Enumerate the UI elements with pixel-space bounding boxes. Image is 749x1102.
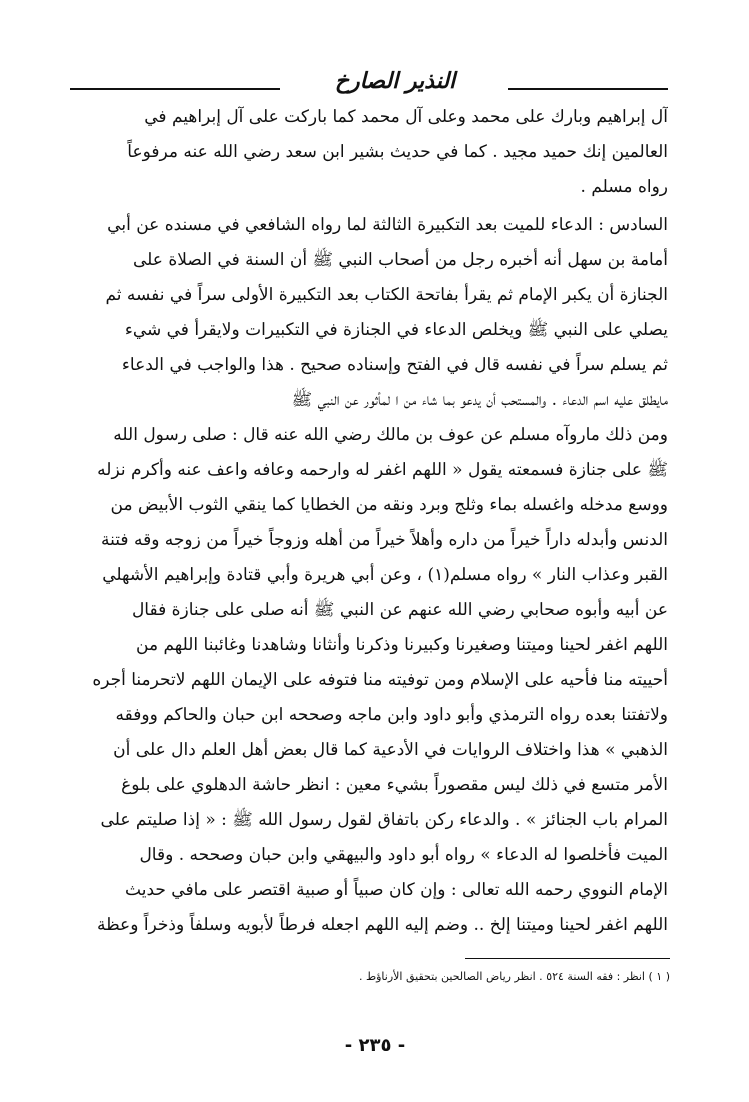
text-line: الذهبي » هذا واختلاف الروايات في الأدعية كما قال بعض أهل العلم دال على أن xyxy=(113,740,668,760)
text-line: ووسع مدخله واغسله بماء وثلج وبرد ونقه من الخطايا كما ينقي الثوب الأبيض من xyxy=(110,495,668,515)
page-number: - ٢٣٥ - xyxy=(344,1035,406,1056)
text-line: الجنازة أن يكبر الإمام ثم يقرأ بفاتحة الكتاب بعد التكبيرة الأولى سراً في نفسه ثم xyxy=(105,285,668,305)
footnote: ( ١ ) انظر : فقه السنة ٥٢٤ . انظر رياض الصالحين بتحقيق الأرناؤط . xyxy=(358,970,670,983)
text-line: ومن ذلك ماروآه مسلم عن عوف بن مالك رضي الله عنه قال : صلى رسول الله xyxy=(113,425,668,445)
text-line: الميت فأخلصوا له الدعاء » رواه أبو داود والبيهقي وابن حبان وصححه . وقال xyxy=(139,845,668,865)
text-line: يصلي على النبي ﷺ ويخلص الدعاء في الجنازة في التكبيرات ولايقرأ في شيء xyxy=(124,320,668,340)
text-line: الإمام النووي رحمه الله تعالى : وإن كان صبياً أو صبية اقتصر على مافي حديث xyxy=(125,880,668,900)
running-header xyxy=(70,66,668,96)
text-line: عن أبيه وأبوه صحابي رضي الله عنهم عن النبي ﷺ أنه صلى على جنازة فقال xyxy=(131,600,668,620)
text-line: أمامة بن سهل أنه أخبره رجل من أصحاب النبي ﷺ أن السنة في الصلاة على xyxy=(132,250,668,270)
header-rule-right xyxy=(508,88,668,90)
footnote-rule xyxy=(465,958,670,959)
text-line: أحييته منا فأحيه على الإسلام ومن توفيته منا فتوفه على الإيمان اللهم لاتحرمنا أجره xyxy=(92,670,668,690)
text-line: آل إبراهيم وبارك على محمد وعلى آل محمد كما باركت على آل إبراهيم في xyxy=(144,107,668,127)
text-line: ﷺ على جنازة فسمعته يقول « اللهم اغفر له وارحمه وعافه واعف عنه وأكرم نزله xyxy=(97,460,668,480)
text-line: مايطلق عليه اسم الدعاء . والمستحب أن يدعو بما شاء من ا لمأثور عن النبي ﷺ xyxy=(291,390,668,410)
book-title: النذير الصارخ xyxy=(334,68,456,94)
text-line: الأمر متسع في ذلك ليس مقصوراً بشيء معين : انظر حاشة الدهلوي على بلوغ xyxy=(121,775,668,795)
text-line: رواه مسلم . xyxy=(580,177,668,197)
text-line: القبر وعذاب النار » رواه مسلم(١) ، وعن أبي هريرة وأبي قتادة وإبراهيم الأشهلي xyxy=(102,565,668,585)
text-line: العالمين إنك حميد مجيد . كما في حديث بشير ابن سعد رضي الله عنه مرفوعاً xyxy=(127,142,668,162)
header-rule-left xyxy=(70,88,280,90)
text-line: السادس : الدعاء للميت بعد التكبيرة الثالثة لما رواه الشافعي في مسنده عن أبي xyxy=(107,215,668,235)
text-line: المرام باب الجنائز » . والدعاء ركن باتفاق لقول رسول الله ﷺ : « إذا صليتم على xyxy=(100,810,668,830)
text-line: ثم يسلم سراً في نفسه قال في الفتح وإسناده صحيح . هذا والواجب في الدعاء xyxy=(121,355,668,375)
text-line: الدنس وأبدله داراً خيراً من داره وأهلاً خيراً من أهله وزوجاً خيراً من زوجه وقه فتنة xyxy=(101,530,668,550)
paragraph-2 xyxy=(72,208,668,943)
text-line: اللهم اغفر لحينا وميتنا وصغيرنا وكبيرنا وذكرنا وأنثانا وشاهدنا وغائبنا اللهم من xyxy=(136,635,668,655)
text-line: اللهم اغفر لحينا وميتنا إلخ .. وضم إليه اللهم اجعله فرطاً لأبويه وسلفاً وذخراً وعظة xyxy=(97,915,668,935)
text-line: ولاتفتنا بعده رواه الترمذي وأبو داود وابن ماجه وصححه ابن حبان والحاكم ووفقه xyxy=(115,705,668,725)
paragraph-1 xyxy=(72,100,668,205)
